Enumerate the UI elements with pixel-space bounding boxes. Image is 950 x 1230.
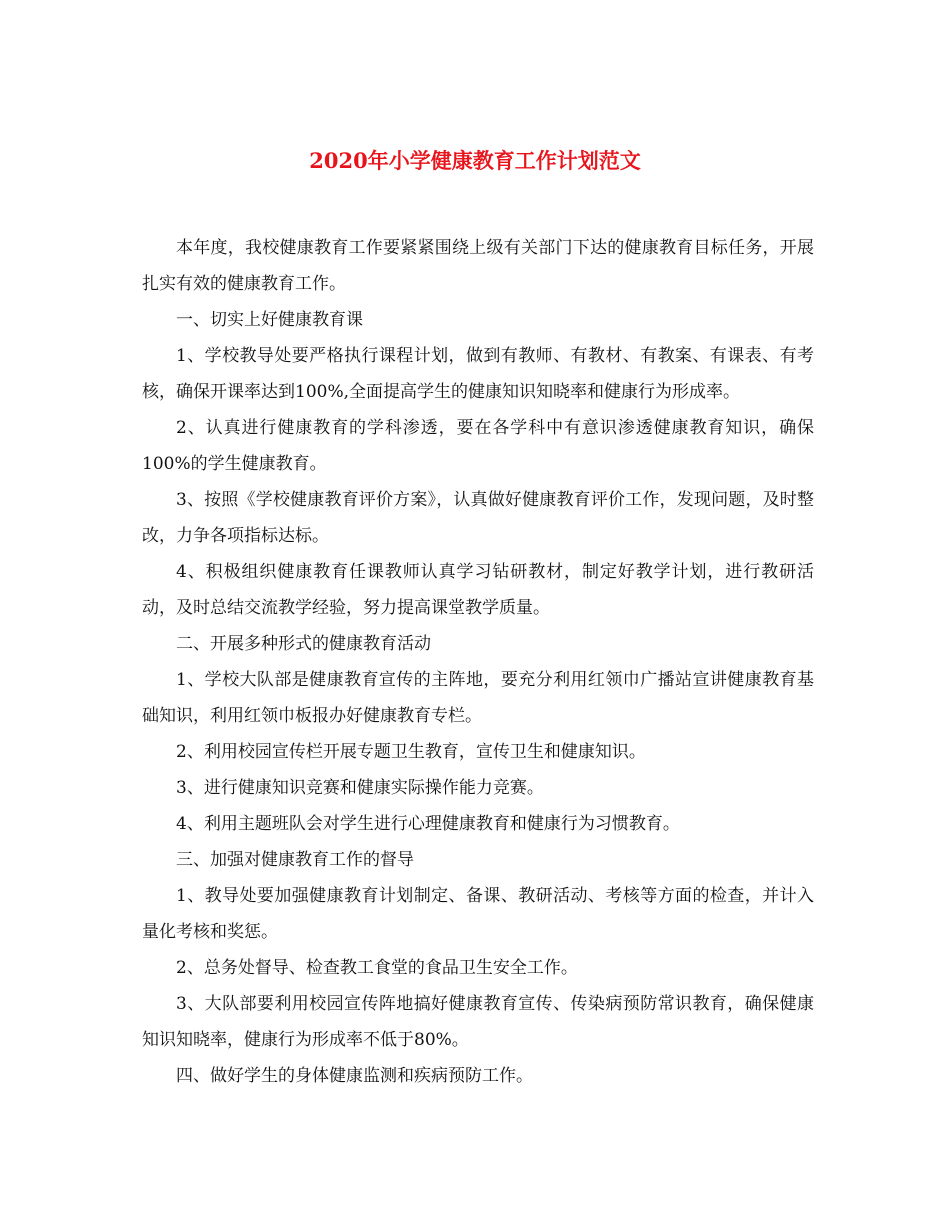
paragraph: 2、总务处督导、检查教工食堂的食品卫生安全工作。 [176, 958, 578, 978]
paragraph: 3、进行健康知识竞赛和健康实际操作能力竞赛。 [176, 778, 544, 798]
paragraph: 3、大队部要利用校园宣传阵地搞好健康教育宣传、传染病预防常识教育，确保健康知识知晓率，健康行为形成率不低于80%。 [142, 994, 814, 1050]
paragraph: 3、按照《学校健康教育评价方案》，认真做好健康教育评价工作，发现问题，及时整改，力争各项指标达标。 [142, 490, 814, 546]
document-title: 2020年小学健康教育工作计划范文 [309, 148, 641, 173]
paragraph: 4、利用主题班队会对学生进行心理健康教育和健康行为习惯教育。 [176, 814, 680, 834]
section-heading-4: 四、做好学生的身体健康监测和疾病预防工作。 [176, 1066, 533, 1086]
section-heading-1: 一、切实上好健康教育课 [176, 310, 363, 330]
paragraph-intro: 本年度，我校健康教育工作要紧紧围绕上级有关部门下达的健康教育目标任务，开展扎实有效的健康教育工作。 [142, 238, 814, 294]
section-heading-2: 二、开展多种形式的健康教育活动 [176, 634, 431, 654]
paragraph: 1、学校大队部是健康教育宣传的主阵地，要充分利用红领巾广播站宣讲健康教育基础知识，利用红领巾板报办好健康教育专栏。 [142, 670, 814, 726]
paragraph: 2、认真进行健康教育的学科渗透，要在各学科中有意识渗透健康教育知识，确保100%的学生健康教育。 [142, 418, 814, 474]
section-heading-3: 三、加强对健康教育工作的督导 [176, 850, 414, 870]
paragraph: 2、利用校园宣传栏开展专题卫生教育，宣传卫生和健康知识。 [176, 742, 646, 762]
paragraph: 1、学校教导处要严格执行课程计划，做到有教师、有教材、有教案、有课表、有考核，确保开课率达到100%,全面提高学生的健康知识知晓率和健康行为形成率。 [142, 346, 814, 402]
paragraph: 1、教导处要加强健康教育计划制定、备课、教研活动、考核等方面的检查，并计入量化考核和奖惩。 [142, 886, 814, 942]
document-body [142, 230, 814, 1094]
paragraph: 4、积极组织健康教育任课教师认真学习钻研教材，制定好教学计划，进行教研活动，及时总结交流教学经验，努力提高课堂教学质量。 [142, 562, 814, 618]
